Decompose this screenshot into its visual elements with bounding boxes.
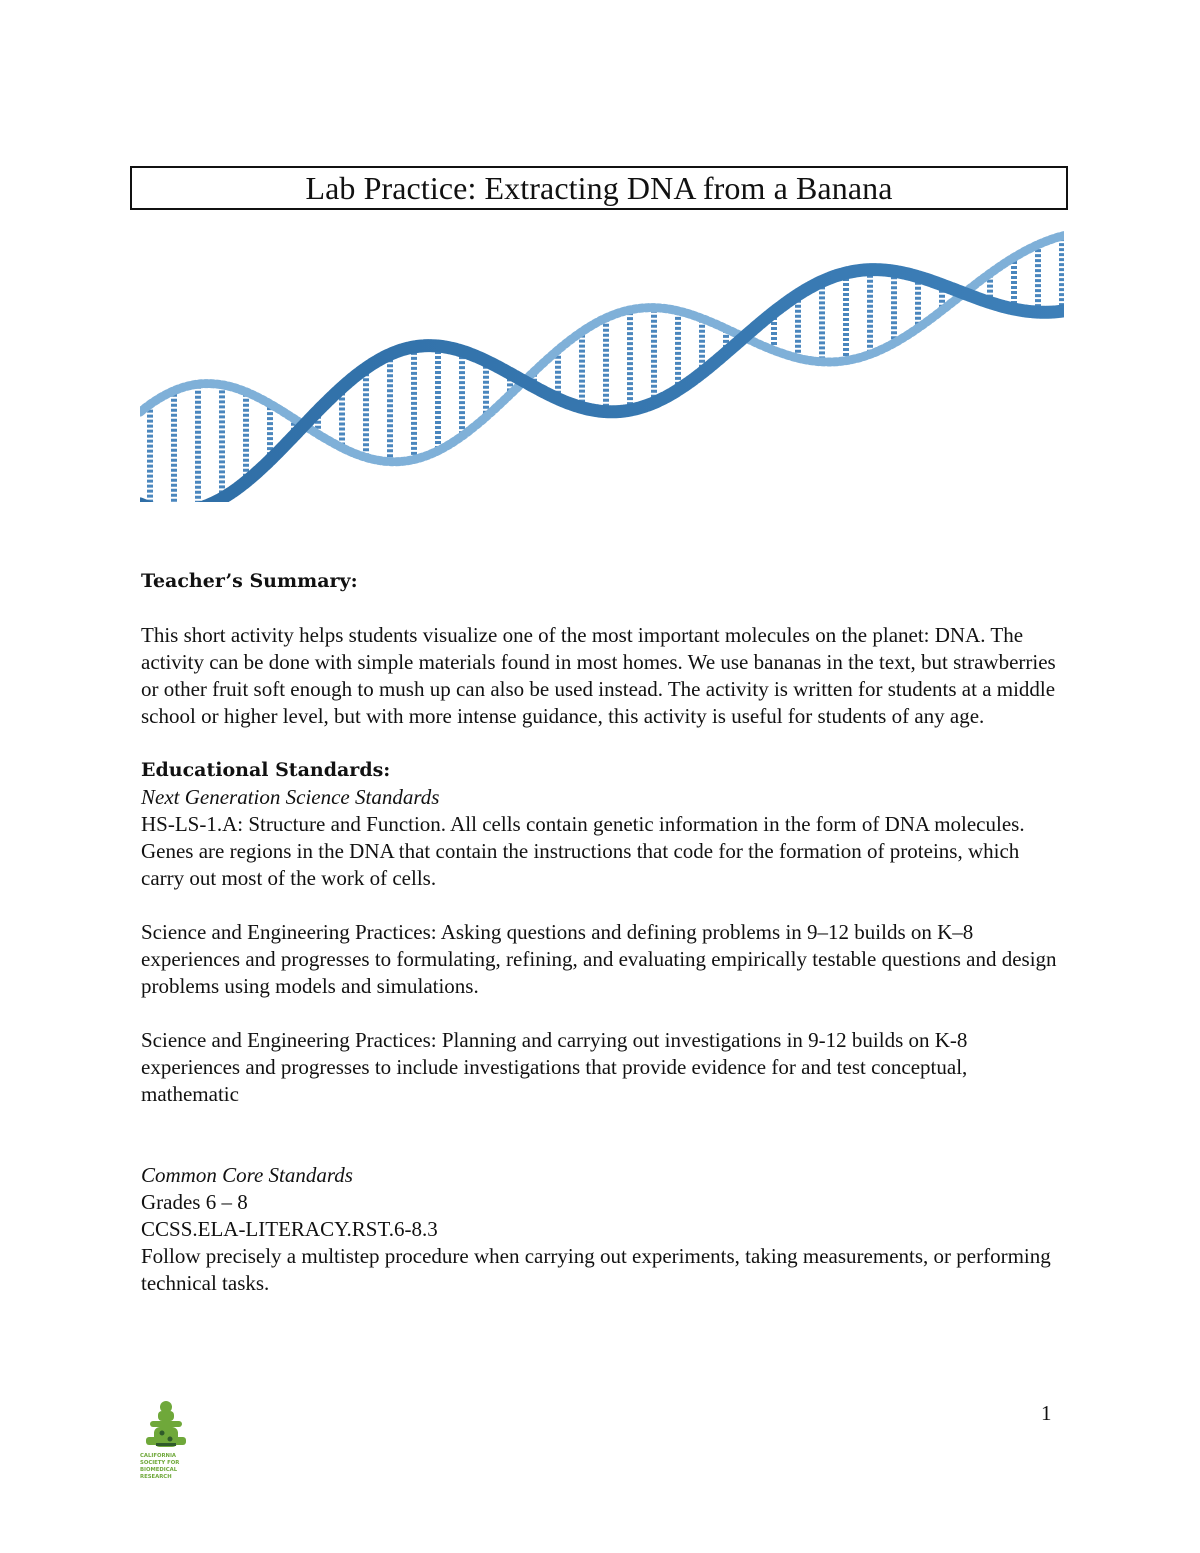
document-title: Lab Practice: Extracting DNA from a Banana bbox=[305, 170, 893, 206]
ngss-hs-ls-1a: HS-LS-1.A: Structure and Function. All cells contain genetic information in the form of DNA molecules. Genes are regions in the DNA that contain the instructions that code for the formation of proteins, which carry out most of the work of cells. bbox=[141, 812, 1025, 890]
dna-strand-front bbox=[140, 270, 1064, 502]
ccss-label: Common Core Standards bbox=[141, 1163, 353, 1187]
svg-text:RESEARCH: RESEARCH bbox=[140, 1474, 172, 1480]
ngss-label: Next Generation Science Standards bbox=[141, 785, 440, 809]
svg-text:BIOMEDICAL: BIOMEDICAL bbox=[140, 1467, 178, 1473]
svg-text:SOCIETY FOR: SOCIETY FOR bbox=[140, 1460, 180, 1466]
csbr-logo-icon bbox=[138, 1397, 194, 1485]
ccss-grades: Grades 6 – 8 bbox=[141, 1190, 248, 1214]
teacher-summary-heading: Teacher’s Summary: bbox=[141, 570, 358, 592]
svg-text:CALIFORNIA: CALIFORNIA bbox=[140, 1453, 177, 1459]
dna-strand-back bbox=[140, 236, 1064, 462]
standards-heading: Educational Standards: bbox=[141, 759, 391, 781]
sep-planning-investigations: Science and Engineering Practices: Planning and carrying out investigations in 9-12 builds on K-8 experiences and progresses to include investigations that provide evidence for and test conceptual, mathematic bbox=[141, 1028, 968, 1106]
document-body bbox=[141, 568, 1066, 1297]
dna-helix-image bbox=[140, 226, 1064, 502]
sep-asking-questions: Science and Engineering Practices: Asking questions and defining problems in 9–12 builds on K–8 experiences and progresses to formulating, refining, and evaluating empirically testable questions and design problems using models and simulations. bbox=[141, 920, 1057, 998]
teacher-summary-text: This short activity helps students visualize one of the most important molecules on the planet: DNA. The activity can be done with simple materials found in most homes. We use bananas in the text, but strawberries or other fruit soft enough to mush up can also be used instead. The activity is written for students at a middle school or higher level, but with more intense guidance, this activity is useful for students of any age. bbox=[141, 623, 1056, 728]
page-number: 1 bbox=[1041, 1401, 1052, 1425]
title-box bbox=[130, 166, 1068, 210]
ccss-text: Follow precisely a multistep procedure when carrying out experiments, taking measurements, or performing technical tasks. bbox=[141, 1244, 1051, 1295]
ccss-code: CCSS.ELA-LITERACY.RST.6-8.3 bbox=[141, 1217, 438, 1241]
